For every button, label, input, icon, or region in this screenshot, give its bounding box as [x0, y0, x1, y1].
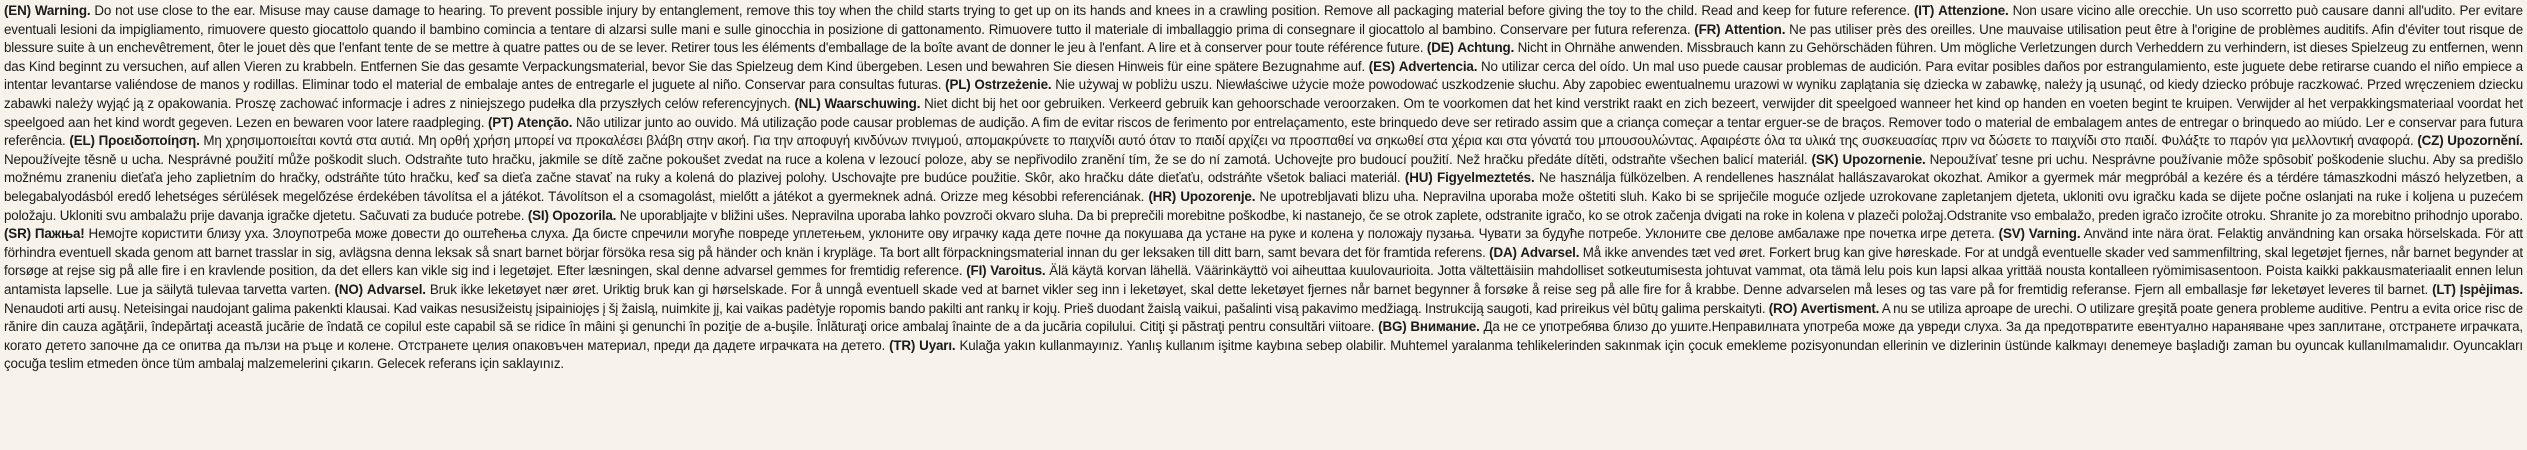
language-code-sr: (SR): [4, 226, 31, 242]
warning-text-hr: Ne upotrebljavati blizu uha. Nepravilna uporaba može oštetiti sluh. Kako bi se spriječile moguće ozljede uzrokovane zapletanjem djeteta, ukloniti ovu igračku kada se dijete počne oslanjati na ruke i koljena u puzećem položaju. Ukloniti svu ambalažu prije davanja igračke djetetu. Sačuvati za buduće potrebe.: [4, 188, 2523, 223]
warning-word-pl: Ostrzeżenie.: [974, 77, 1052, 93]
language-code-tr: (TR): [889, 337, 916, 353]
warning-text-pl: Nie używaj w pobliżu uszu. Niewłaściwe użycie może powodować uszkodzenie słuchu. Aby zapobiec ewentualnemu urazowi w wyniku zaplątania się dziecka w zabawkę, należy ją usunąć, od kiedy dziecko próbuje raczkować. Przed wręczeniem dziecku zabawki należy wyjąć ją z opakowania. Proszę zachować informacje i adres z niniejszego pudełka dla przyszłych celów referencyjnych.: [4, 77, 2524, 111]
warning-word-tr: Uyarı.: [919, 337, 956, 353]
section-en: [4, 3, 1910, 18]
language-code-pl: (PL): [945, 77, 971, 93]
language-code-si: (SI): [527, 207, 549, 223]
language-code-fi: (FI): [966, 263, 987, 279]
section-si: [528, 208, 2523, 223]
warning-text-cz: Nepoužívejte těsně u ucha. Nesprávné použití může poškodit sluch. Odstraňte tuto hračku, jakmile se dítě začne pokoušet zvedat na ruce a kolena v lezoucí poloze, aby se nepřivodilo zranění tím, že se do ní zamotá. Uchovejte pro budoucí použití. Než hračku předáte dítěti, odstraňte všechen balicí materiál.: [4, 151, 1808, 167]
language-code-en: (EN): [4, 3, 31, 18]
warning-text-sk: Nepoužívať tesne pri uchu. Nesprávne používanie môže spôsobiť poškodenie sluchu. Aby sa predišlo možnému zraneniu dieťaťa jeho zaplietním do hračky, odstráňte túto hračku, keď sa dieťa začne stavať na ruky a kolená do plazivej polohy. Uschovajte pre budúce použitie. Skôr, ako hračku dáte dieťaťu, odstráňte všetok baliaci materiál.: [4, 151, 2523, 186]
warning-word-sk: Upozornenie.: [1842, 151, 1926, 167]
warning-text-tr: Kulağa yakın kullanmayınız. Yanlış kullanım işitme kaybına sebep olabilir. Muhtemel yaralanma tehlikelerinden sakınmak için çocuk emekleme pozisyonundan ellerinin ve dizlerinin üstünde kalkmayı denemeye başladığı zaman bu oyuncak kullanılmamalıdır. Oyuncakları çocuğa teslim etmeden önce tüm ambalaj malzemelerini çıkarın. Gelecek referans için saklayınız.: [4, 337, 2523, 372]
warning-word-sv: Varning.: [2028, 226, 2081, 242]
warning-word-da: Advarsel.: [1520, 244, 1580, 260]
warning-word-es: Advertencia.: [1398, 58, 1478, 74]
language-code-nl: (NL): [794, 95, 821, 111]
language-code-sk: (SK): [1811, 151, 1839, 167]
section-sr: [4, 226, 1995, 241]
warning-word-si: Opozorila.: [552, 207, 617, 223]
language-code-ro: (RO): [1768, 300, 1798, 316]
warning-word-de: Achtung.: [1457, 40, 1515, 56]
language-code-el: (EL): [69, 133, 95, 149]
warning-text-si: Ne uporabljajte v bližini ušes. Nepravilna uporaba lahko povzroči okvaro sluha. Da bi preprečili morebitne poškodbe, ki nastanejo, če se otrok zaplete, odstranite igračo, ko se otrok začenja dvigati na roke in kolena v plazeči položaj.Odstranite vso embalažo, preden igračo izročite otroku. Shranite jo za morebitno prihodnjo uporabo.: [619, 207, 2523, 223]
language-code-cz: (CZ): [2417, 133, 2444, 149]
language-code-pt: (PT): [488, 114, 514, 130]
warning-word-fi: Varoitus.: [990, 263, 1046, 279]
warning-text-da: Må ikke anvendes tæt ved øret. Forkert brug kan give høreskade. For at undgå eventuelle skader ved sammenfiltring, skal legetøjet fjernes, når barnet begynder at forsøge at rejse sig på alle fire i en kravlende position, da det ellers kan vikle sig ind i legetøjet. Efter læsningen, skal denne advarsel gemmes for fremtidig reference.: [4, 244, 2523, 279]
language-code-hu: (HU): [1404, 170, 1433, 186]
language-code-sv: (SV): [1998, 226, 2025, 242]
warning-text-nl: Niet dicht bij het oor gebruiken. Verkeerd gebruik kan gehoorschade veroorzaken. Om te voorkomen dat het kind verstrikt raakt en zich bezeert, verwijder dit speelgoed wanneer het kind op handen en voeten begint te kruipen. Verwijder al het verpakkingsmateriaal voordat het speelgoed aan het kind wordt gegeven. Lezen en bewaren voor latere raadpleging.: [4, 95, 2524, 130]
language-code-it: (IT): [1913, 3, 1935, 18]
warning-word-no: Advarsel.: [366, 281, 426, 297]
warning-word-ro: Avertisment.: [1800, 300, 1880, 316]
language-code-de: (DE): [1426, 40, 1454, 56]
warning-text-fr: Ne pas utiliser près des oreilles. Une mauvaise utilisation peut être à l'origine de problèmes auditifs. Afin d'éviter tout risque de blessure suite à un enchevêtrement, ôter le jouet dès que l'enfant tente de se mettre à quatre pattes ou de se lever. Retirer tous les éléments d'emballage de la boîte avant de donner le jeu à l'enfant. A lire et à conserver pour toute référence future.: [4, 21, 2524, 56]
warning-text-es: No utilizar cerca del oído. Un mal uso puede causar problemas de audición. Para evitar posibles daños por estrangulamiento, este juguete debe retirarse cuando el niño empiece a intentar levantarse valiéndose de manos y rodillas. Eliminar todo el material de embalaje antes de entregarle el juguete al niño. Conservar para consultas futuras.: [4, 58, 2523, 93]
warning-text-lt: Nenaudoti arti ausų. Neteisingai naudojant galima pakenkti klausai. Kad vaikas nesusižeistų įsipainiojęs į šį žaislą, nuimkite jį, kai vaikas padėtyje ropomis bando pakilti ant rankų ir kojų. Prieš duodant žaislą vaikui, pašalinti visą pakavimo medžiagą. Instrukciją saugoti, kad prireikus vėl būtų galima perskaityti.: [4, 300, 1766, 316]
warning-text-de: Nicht in Ohrnähe anwenden. Missbrauch kann zu Gehörschäden führen. Um mögliche Verletzungen durch Verheddern zu verhindern, ist dieses Spielzeug zu entfernen, wenn das Kind beginnt zu versuchen, auf allen Vieren zu krabbeln. Entfernen Sie das gesamte Verpackungsmaterial, bevor Sie das Spielzeug dem Kind übergeben. Lesen und bewahren Sie diesen Hinweis für eine spätere Bezugnahme auf.: [4, 40, 2523, 74]
warning-text-no: Bruk ikke leketøyet nær øret. Uriktig bruk kan gi hørselskade. For å unngå eventuell skade ved at barnet vikler seg inn i leketøyet, skal dette leketøyet fjernes når barnet begynner å forsøke å reise seg på alle fire for å krabbe. Denne advarselen må leses og tas vare på for fremtidig referanse. Fjern all emballasje før leketøyet leveres til barnet.: [429, 281, 2429, 297]
warning-word-fr: Attention.: [1724, 21, 1786, 37]
language-code-fr: (FR): [1694, 21, 1721, 37]
warning-word-bg: Внимание.: [1410, 319, 1480, 335]
warning-word-el: Προειδοποίηση.: [98, 133, 200, 149]
warning-word-nl: Waarschuwing.: [824, 95, 921, 111]
language-code-bg: (BG): [1378, 319, 1407, 335]
language-code-lt: (LT): [2432, 281, 2456, 297]
warning-word-lt: Įspėjimas.: [2459, 281, 2524, 297]
section-el: [69, 133, 2413, 148]
warning-text-sv: Använd inte nära örat. Felaktig användning kan orsaka hörselskada. För att förhindra eventuell skada genom att barnet trasslar in sig, avlägsna denna leksak så snart barnet börjar försöka resa sig på händer och knän i krypläge. Ta bort allt förpackningsmaterial innan du ger leksaken till ditt barn, samt bevara det för framtida referens.: [4, 226, 2523, 260]
warning-text-sr: Немојте користити близу уха. Злоупотреба може довести до оштећења слуха. Да бисте спречили могуће повреде уплетењем, уклоните ову играчку када дете почне да покушава да устане на руке и колена у положају пузања. Чувати за будуће потребе. Уклоните све делове амбалаже пре почетка игре детета.: [88, 226, 1995, 242]
warning-word-en: Warning.: [34, 3, 91, 18]
section-no: [335, 282, 2429, 297]
warning-text-ro: A nu se utiliza aproape de urechi. O utilizare greşită poate genera probleme auditive. Pentru a evita orice risc de rănire din cauza agăţării, îndepărtaţi această jucărie de îndată ce copilul este capabil să se ridice în mâini şi genunchi în poziţie de a-buşile. Înlăturaţi orice ambalaj înainte de a da jucăria copilului. Citiţi şi păstraţi pentru consultări viitoare.: [4, 300, 2523, 335]
warning-text-el: Μη χρησιμοποιείται κοντά στα αυτιά. Μη ορθή χρήση μπορεί να προκαλέσει βλάβη στην ακοή. Για την αποφυγή κινδύνων πνιγμού, απομακρύνετε το παιχνίδι αυτό όταν το παιδί αρχίζει να προσπαθεί να σηκωθεί στα χέρια και στα γόνατά του μπουσουλώντας. Αφαιρέστε όλα τα υλικά της συσκευασίας πριν να δώσετε το παιχνίδι στο παιδί. Φυλάξτε το παρόν για μελλοντική αναφορά.: [203, 133, 2414, 149]
warning-word-pt: Atenção.: [517, 114, 573, 130]
warning-text-bg: Да не се употребява близо до ушите.Неправилната употреба може да увреди слуха. За да предотвратите евентуално нараняване чрез заплитане, отстранете играчката, когато детето започне да се опитва да пълзи на ръце и колене. Отстранете целия опаковъчен материал, преди да дадете играчката на детето.: [4, 319, 2523, 353]
warning-text-it: Non usare vicino alle orecchie. Un uso scorretto può causare danni all'udito. Per evitare eventuali lesioni da impigliamento, rimuovere questo giocattolo quando il bambino comincia a tentare di alzarsi sulle mani e sulle ginocchia in posizione di gattonamento. Rimuovere tutto il materiale di imballaggio prima di consegnare il giocattolo al bambino. Conservare per futura referenza.: [4, 3, 2523, 37]
warning-word-it: Attenzione.: [1938, 3, 2009, 18]
language-code-da: (DA): [1489, 244, 1517, 260]
warning-text-hu: Ne használja fülközelben. A rendellenes használat hallászavarokat okozhat. Amikor a gyermek már megpróbál a kezére és a térdére támaszkodni mászó helyzetben, a belegabalyodásból eredő lehetséges sérülések megelőzése érdekében távolítsa el a játékot. Távolítson el a csomagolást, mielőtt a játékot a gyermeknek adná. Orizze meg késobbi referenciának.: [4, 170, 2523, 204]
language-code-no: (NO): [334, 281, 363, 297]
warning-text-en: Do not use close to the ear. Misuse may cause damage to hearing. To prevent possible injury by entanglement, remove this toy when the child starts trying to get up on its hands and knees in a crawling position. Remove all packaging material before giving the toy to the child. Read and keep for future reference.: [94, 3, 1911, 18]
language-code-hr: (HR): [1148, 188, 1177, 204]
warning-word-hr: Upozorenje.: [1180, 188, 1256, 204]
warning-word-cz: Upozornění.: [2447, 133, 2523, 149]
warning-word-hu: Figyelmeztetés.: [1437, 170, 1535, 186]
language-code-es: (ES): [1368, 58, 1395, 74]
warning-word-sr: Пажња!: [34, 226, 85, 242]
warning-text-pt: Não utilizar junto ao ouvido. Má utilização pode causar problemas de audição. A fim de evitar riscos de ferimento por entrelaçamento, este brinquedo deve ser retirado assim que a criança começar a tentar erguer-se de braços. Remover todo o material de embalagem antes de entregar o brinquedo ao miúdo. Ler e conservar para futura referência.: [4, 114, 2523, 149]
warning-text-fi: Älä käytä korvan lähellä. Väärinkäyttö voi aiheuttaa kuulovaurioita. Jotta vältettäisiin mahdolliset sotkeutumisesta johtuvat vammat, ota tämä lelu pois kun lapsi alkaa yrittää nousta kontalleen ryömimisasentoon. Poista kaikki pakkausmateriaalit ennen lelun antamista lapselle. Lue ja säilytä tulevaa tarvetta varten.: [4, 263, 2523, 297]
